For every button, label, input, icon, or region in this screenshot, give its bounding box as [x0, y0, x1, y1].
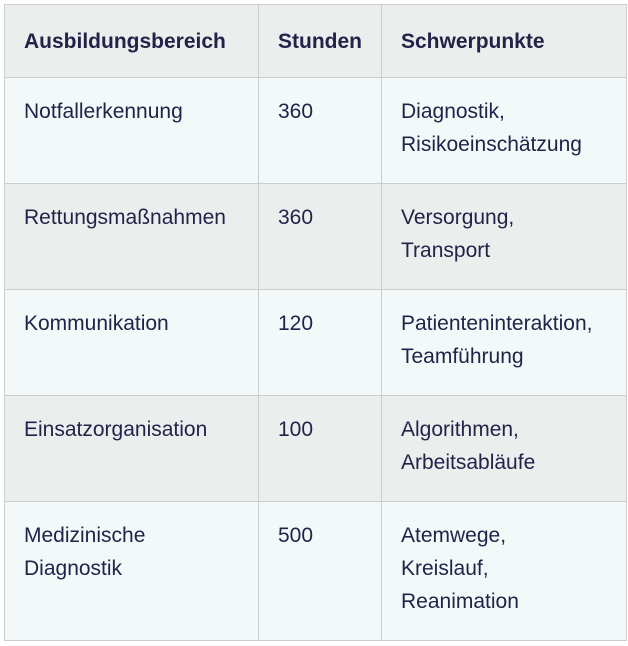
cell-text: Medizinische	[24, 524, 146, 547]
cell-stunden: 500	[259, 502, 382, 641]
cell-text: Rettungsmaßnahmen	[24, 206, 226, 229]
cell-text: Algorithmen,	[401, 418, 519, 441]
cell-schwerpunkte	[382, 502, 627, 641]
cell-bereich	[5, 184, 259, 290]
cell-text: Atemwege,	[401, 524, 507, 547]
cell-schwerpunkte	[382, 184, 627, 290]
header-ausbildungsbereich: Ausbildungsbereich	[5, 5, 259, 78]
cell-text: Teamführung	[401, 345, 524, 368]
cell-text: Reanimation	[401, 590, 519, 613]
table-row	[5, 184, 627, 290]
training-table	[4, 4, 627, 641]
table-row	[5, 396, 627, 502]
cell-stunden: 360	[259, 78, 382, 184]
cell-stunden: 120	[259, 290, 382, 396]
cell-text: Arbeitsabläufe	[401, 451, 536, 474]
cell-text: Diagnostik	[24, 557, 123, 580]
cell-stunden: 360	[259, 184, 382, 290]
cell-bereich	[5, 396, 259, 502]
cell-text: Kommunikation	[24, 312, 169, 335]
cell-text: Kreislauf,	[401, 557, 489, 580]
cell-text: Notfallerkennung	[24, 100, 183, 123]
header-schwerpunkte: Schwerpunkte	[382, 5, 627, 78]
table-row	[5, 290, 627, 396]
table-body	[5, 78, 627, 641]
cell-bereich	[5, 502, 259, 641]
cell-text: Diagnostik,	[401, 100, 505, 123]
cell-text: Transport	[401, 239, 491, 262]
cell-schwerpunkte	[382, 78, 627, 184]
table-row	[5, 502, 627, 641]
cell-bereich	[5, 78, 259, 184]
cell-schwerpunkte	[382, 396, 627, 502]
header-row	[5, 5, 627, 78]
cell-text: Versorgung,	[401, 206, 515, 229]
cell-stunden: 100	[259, 396, 382, 502]
cell-bereich	[5, 290, 259, 396]
cell-text: Einsatzorganisation	[24, 418, 208, 441]
cell-text: Risikoeinschätzung	[401, 133, 582, 156]
table-row	[5, 78, 627, 184]
header-stunden: Stunden	[259, 5, 382, 78]
cell-text: Patienteninteraktion,	[401, 312, 593, 335]
table-header	[5, 5, 627, 78]
cell-schwerpunkte	[382, 290, 627, 396]
